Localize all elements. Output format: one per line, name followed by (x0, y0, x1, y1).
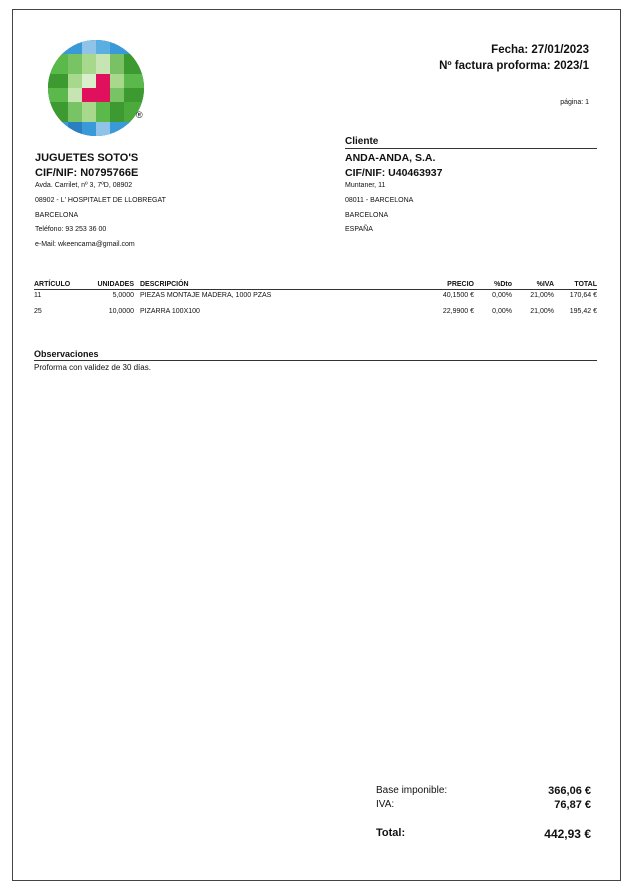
client-cif: CIF/NIF: U40463937 (345, 167, 443, 179)
total-value: 442,93 € (544, 827, 591, 841)
company-phone: Teléfono: 93 253 36 00 (35, 226, 107, 233)
client-city: 08011 - BARCELONA (345, 197, 414, 204)
base-value: 366,06 € (548, 785, 591, 797)
cell-total: 195,42 € (569, 308, 597, 315)
cell-dto: 0,00% (492, 292, 512, 299)
invoice-page (12, 9, 621, 881)
cell-articulo: 11 (34, 292, 42, 299)
col-unidades: UNIDADES (76, 281, 134, 290)
registered-mark: ® (136, 110, 143, 120)
client-country: ESPAÑA (345, 226, 373, 233)
company-logo (48, 40, 144, 136)
cell-precio: 40,1500 € (442, 292, 474, 299)
company-email: e-Mail: wkeencarna@gmail.com (35, 241, 135, 248)
cell-unidades: 10,0000 (108, 308, 134, 315)
col-total: TOTAL (554, 281, 597, 290)
company-province: BARCELONA (35, 212, 79, 219)
total-row (376, 827, 591, 841)
items-table (34, 281, 597, 322)
client-address: Muntaner, 11 (345, 182, 386, 189)
cell-total: 170,64 € (569, 292, 597, 299)
totals-block (376, 785, 591, 841)
observations-text: Proforma con validez de 30 días. (34, 363, 151, 372)
client-province: BARCELONA (345, 212, 389, 219)
cell-iva: 21,00% (530, 308, 554, 315)
table-header-row (34, 281, 597, 290)
invoice-number: Nº factura proforma: 2023/1 (439, 60, 589, 72)
col-precio: PRECIO (374, 281, 474, 290)
iva-label: IVA: (376, 799, 395, 810)
page-number: página: 1 (560, 99, 589, 106)
col-descripcion: DESCRIPCIÓN (134, 281, 374, 290)
total-label: Total: (376, 827, 406, 839)
cell-dto: 0,00% (492, 308, 512, 315)
col-articulo: ARTÍCULO (34, 281, 76, 290)
base-label: Base imponible: (376, 785, 448, 796)
company-address: Avda. Carrilet, nº 3, 7ºD, 08902 (35, 182, 133, 189)
cell-precio: 22,9900 € (442, 308, 474, 315)
cell-iva: 21,00% (530, 292, 554, 299)
cell-unidades: 5,0000 (112, 292, 134, 299)
company-cif: CIF/NIF: N0795766E (35, 167, 139, 179)
iva-value: 76,87 € (554, 799, 591, 811)
cell-descripcion: PIEZAS MONTAJE MADERA, 1000 PZAS (140, 292, 272, 299)
client-label: Cliente (345, 136, 379, 147)
cell-articulo: 25 (34, 308, 42, 315)
observations-label: Observaciones (34, 349, 99, 359)
invoice-date: Fecha: 27/01/2023 (491, 44, 589, 56)
company-city: 08902 - L' HOSPITALET DE LLOBREGAT (35, 197, 166, 204)
cell-descripcion: PIZARRA 100X100 (140, 308, 200, 315)
client-name: ANDA-ANDA, S.A. (345, 152, 436, 164)
base-row (376, 785, 591, 799)
client-divider (345, 148, 597, 149)
iva-row (376, 799, 591, 813)
col-iva: %IVA (512, 281, 554, 290)
col-dto: %Dto (474, 281, 512, 290)
table-row (34, 290, 597, 307)
observations-divider (34, 360, 597, 361)
company-name: JUGUETES SOTO'S (35, 152, 139, 164)
table-row (34, 306, 597, 322)
invoice-header (439, 42, 589, 74)
